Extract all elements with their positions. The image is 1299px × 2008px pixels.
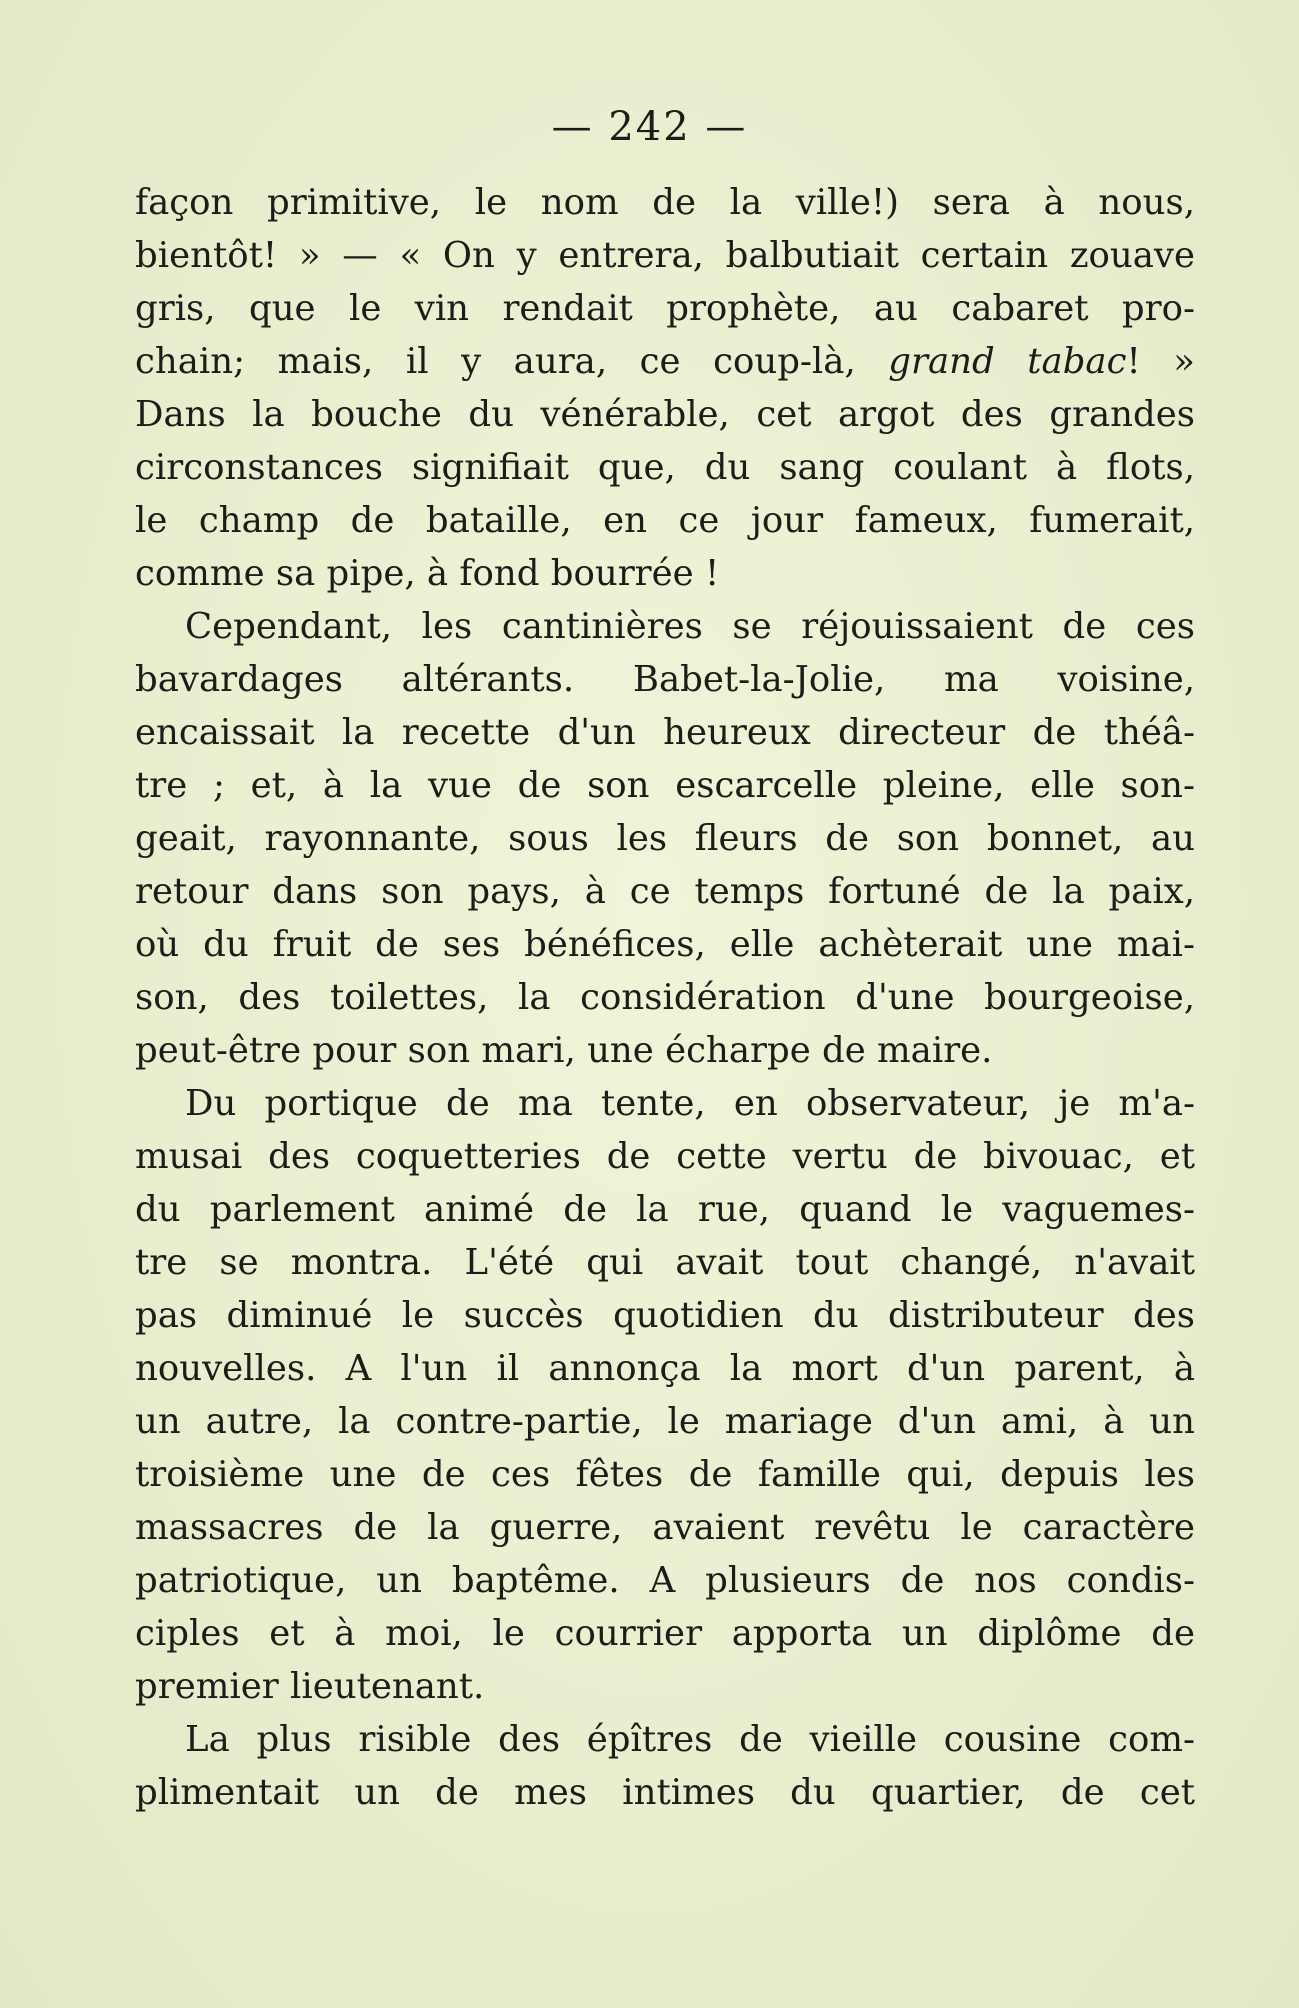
text-line: bavardages altérants. Babet-la-Jolie, ma voisine,	[135, 659, 1195, 700]
text-line: Du portique de ma tente, en observateur, je m'a-	[185, 1083, 1195, 1124]
body-text	[135, 176, 1195, 1819]
text-line: geait, rayonnante, sous les fleurs de son bonnet, au	[135, 818, 1195, 859]
text-segment: chain; mais, il y aura, ce coup-là,	[135, 341, 889, 382]
text-line: massacres de la guerre, avaient revêtu le caractère	[135, 1507, 1195, 1548]
text-line: où du fruit de ses bénéfices, elle achèterait une mai-	[135, 924, 1195, 965]
text-line: retour dans son pays, à ce temps fortuné de la paix,	[135, 871, 1195, 912]
text-line: Cependant, les cantinières se réjouissaient de ces	[185, 606, 1195, 647]
text-line: un autre, la contre-partie, le mariage d'un ami, à un	[135, 1401, 1195, 1442]
text-line: pas diminué le succès quotidien du distributeur des	[135, 1295, 1195, 1336]
italic-phrase: grand tabac	[888, 341, 1127, 382]
text-line: façon primitive, le nom de la ville!) sera à nous,	[135, 182, 1195, 223]
text-line: troisième une de ces fêtes de famille qui, depuis les	[135, 1454, 1195, 1495]
text-line: circonstances signifiait que, du sang coulant à flots,	[135, 447, 1195, 488]
text-line: musai des coquetteries de cette vertu de bivouac, et	[135, 1136, 1195, 1177]
text-line: peut-être pour son mari, une écharpe de maire.	[135, 1030, 993, 1071]
text-line: gris, que le vin rendait prophète, au cabaret pro-	[135, 288, 1195, 329]
text-line: tre ; et, à la vue de son escarcelle pleine, elle son-	[135, 765, 1195, 806]
text-segment: ! »	[1126, 341, 1195, 382]
text-line: Dans la bouche du vénérable, cet argot des grandes	[135, 394, 1195, 435]
text-line: comme sa pipe, à fond bourrée !	[135, 553, 720, 594]
text-line	[135, 335, 1195, 388]
text-line: son, des toilettes, la considération d'une bourgeoise,	[135, 977, 1195, 1018]
text-line: La plus risible des épîtres de vieille cousine com-	[185, 1719, 1195, 1760]
text-line: patriotique, un baptême. A plusieurs de nos condis-	[135, 1560, 1195, 1601]
text-line: le champ de bataille, en ce jour fameux, fumerait,	[135, 500, 1195, 541]
text-line: encaissait la recette d'un heureux directeur de théâ-	[135, 712, 1195, 753]
text-line: nouvelles. A l'un il annonça la mort d'un parent, à	[135, 1348, 1195, 1389]
text-line: du parlement animé de la rue, quand le vaguemes-	[135, 1189, 1195, 1230]
page-number: — 242 —	[551, 104, 748, 150]
text-line: bientôt! » — « On y entrera, balbutiait certain zouave	[135, 235, 1195, 276]
text-line: tre se montra. L'été qui avait tout changé, n'avait	[135, 1242, 1195, 1283]
text-line: premier lieutenant.	[135, 1666, 485, 1707]
text-line: plimentait un de mes intimes du quartier, de cet	[135, 1772, 1195, 1813]
text-line: ciples et à moi, le courrier apporta un diplôme de	[135, 1613, 1195, 1654]
